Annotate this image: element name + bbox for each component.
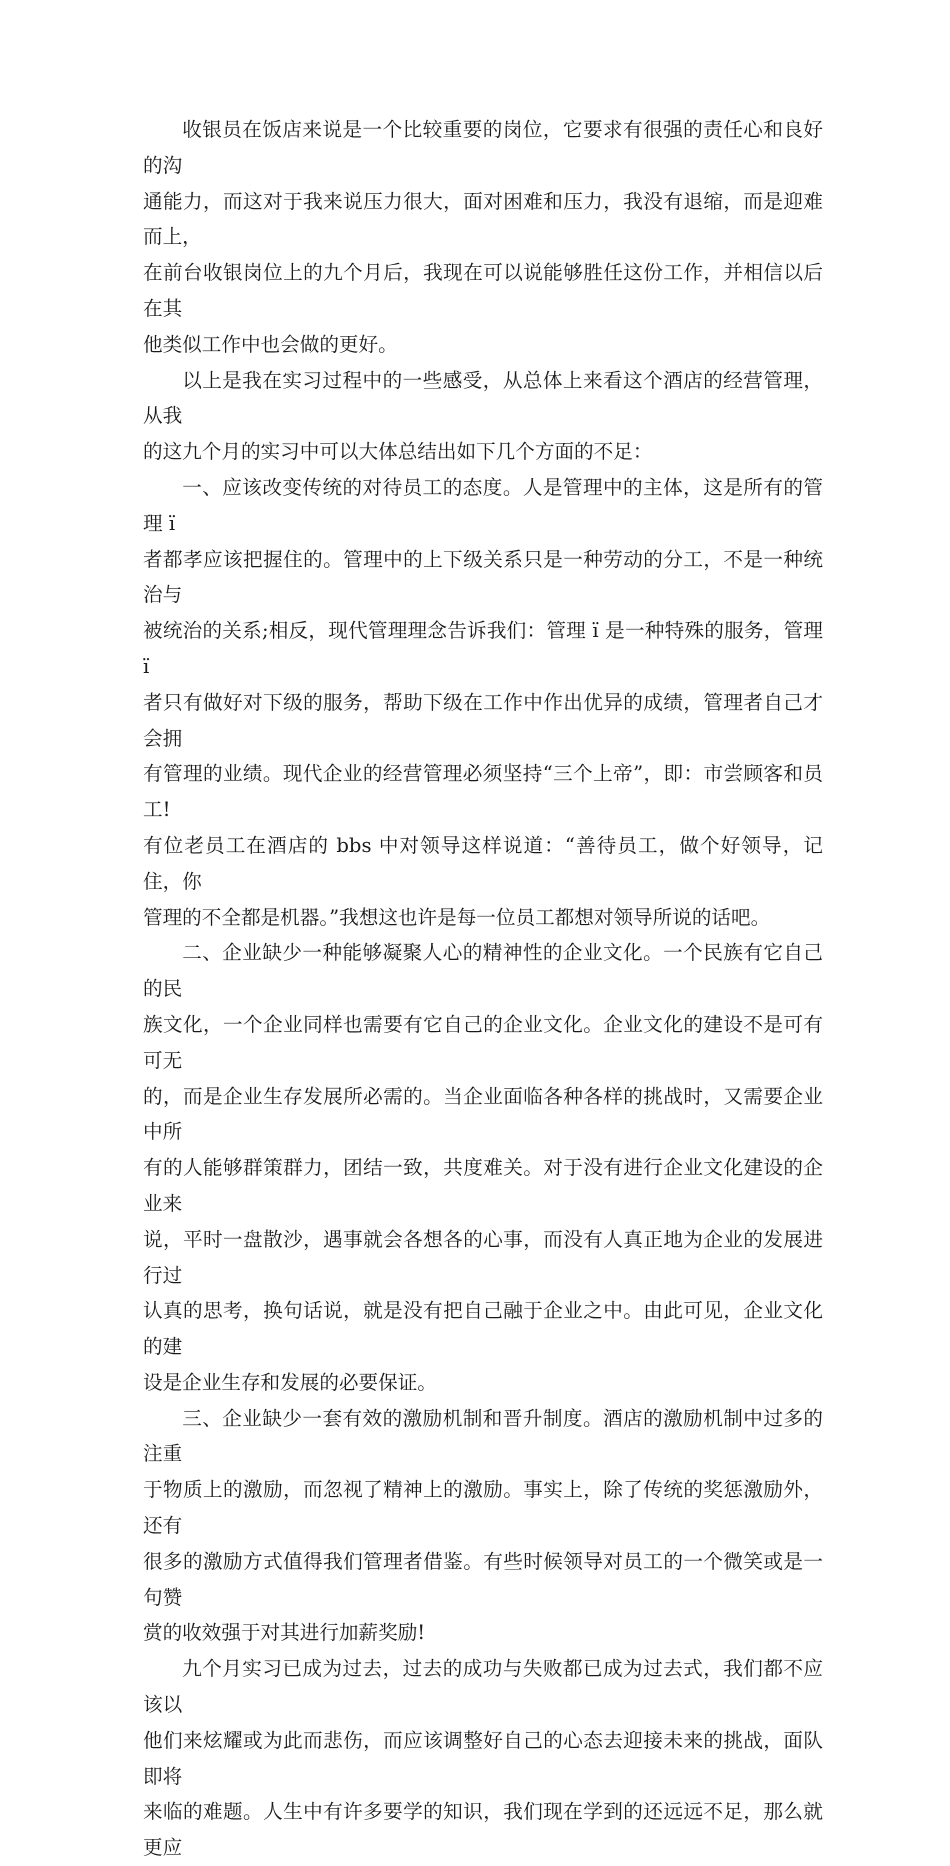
paragraph-summary-intro: 以上是我在实习过程中的一些感受，从总体上来看这个酒店的经营管理，从我 的这九个月的实习中可以大体总结出如下几个方面的不足： (143, 368, 823, 464)
paragraph-point-one: 一、应该改变传统的对待员工的态度。人是管理中的主体，这是所有的管理 ï 者都孝应该把握住的。管理中的上下级关系只是一种劳动的分工，不是一种统治与 被统治的关系;相反，现代管理理念告诉我们：管理 ï 是一种特殊的服务，管理 ï 者只有做好对下级的服务，帮助下级在工作中作出优异的成绩，管理者自己才会拥 有管理的业绩。现代企业的经营管理必须坚持“三个上帝”，即：市尝顾客和员工! 有位老员工在酒店的 bbs 中对领导这样说道：“善待员工，做个好领导，记住，你 管理的不全都是机器。”我想这也许是每一位员工都想对领导所说的话吧。 (143, 475, 823, 929)
document-body (143, 112, 823, 1866)
paragraph-conclusion: 九个月实习已成为过去，过去的成功与失败都已成为过去式，我们都不应该以 他们来炫耀或为此而悲伤，而应该调整好自己的心态去迎接未来的挑战，面队即将 来临的难题。人生中有许多要学的知识，我们现在学到的还远远不足，那么就更应 (143, 1657, 823, 1860)
paragraph-point-two: 二、企业缺少一种能够凝聚人心的精神性的企业文化。一个民族有它自己的民 族文化，一个企业同样也需要有它自己的企业文化。企业文化的建设不是可有可无 的，而是企业生存发展所必需的。当企业面临各种各样的挑战时，又需要企业中所 有的人能够群策群力，团结一致，共度难关。对于没有进行企业文化建设的企业来 说，平时一盘散沙，遇事就会各想各的心事，而没有人真正地为企业的发展进行过 认真的思考，换句话说，就是没有把自己融于企业之中。由此可见，企业文化的建 设是企业生存和发展的必要保证。 (143, 941, 823, 1394)
paragraph-cashier: 收银员在饭店来说是一个比较重要的岗位，它要求有很强的责任心和良好的沟 通能力，而这对于我来说压力很大，面对困难和压力，我没有退缩，而是迎难而上， 在前台收银岗位上的九个月后，我现在可以说能够胜任这份工作，并相信以后在其 他类似工作中也会做的更好。 (143, 118, 823, 356)
paragraph-point-three: 三、企业缺少一套有效的激励机制和晋升制度。酒店的激励机制中过多的注重 于物质上的激励，而忽视了精神上的激励。事实上，除了传统的奖惩激励外，还有 很多的激励方式值得我们管理者借鉴。有些时候领导对员工的一个微笑或是一句赞 赏的收效强于对其进行加薪奖励! (143, 1406, 823, 1645)
